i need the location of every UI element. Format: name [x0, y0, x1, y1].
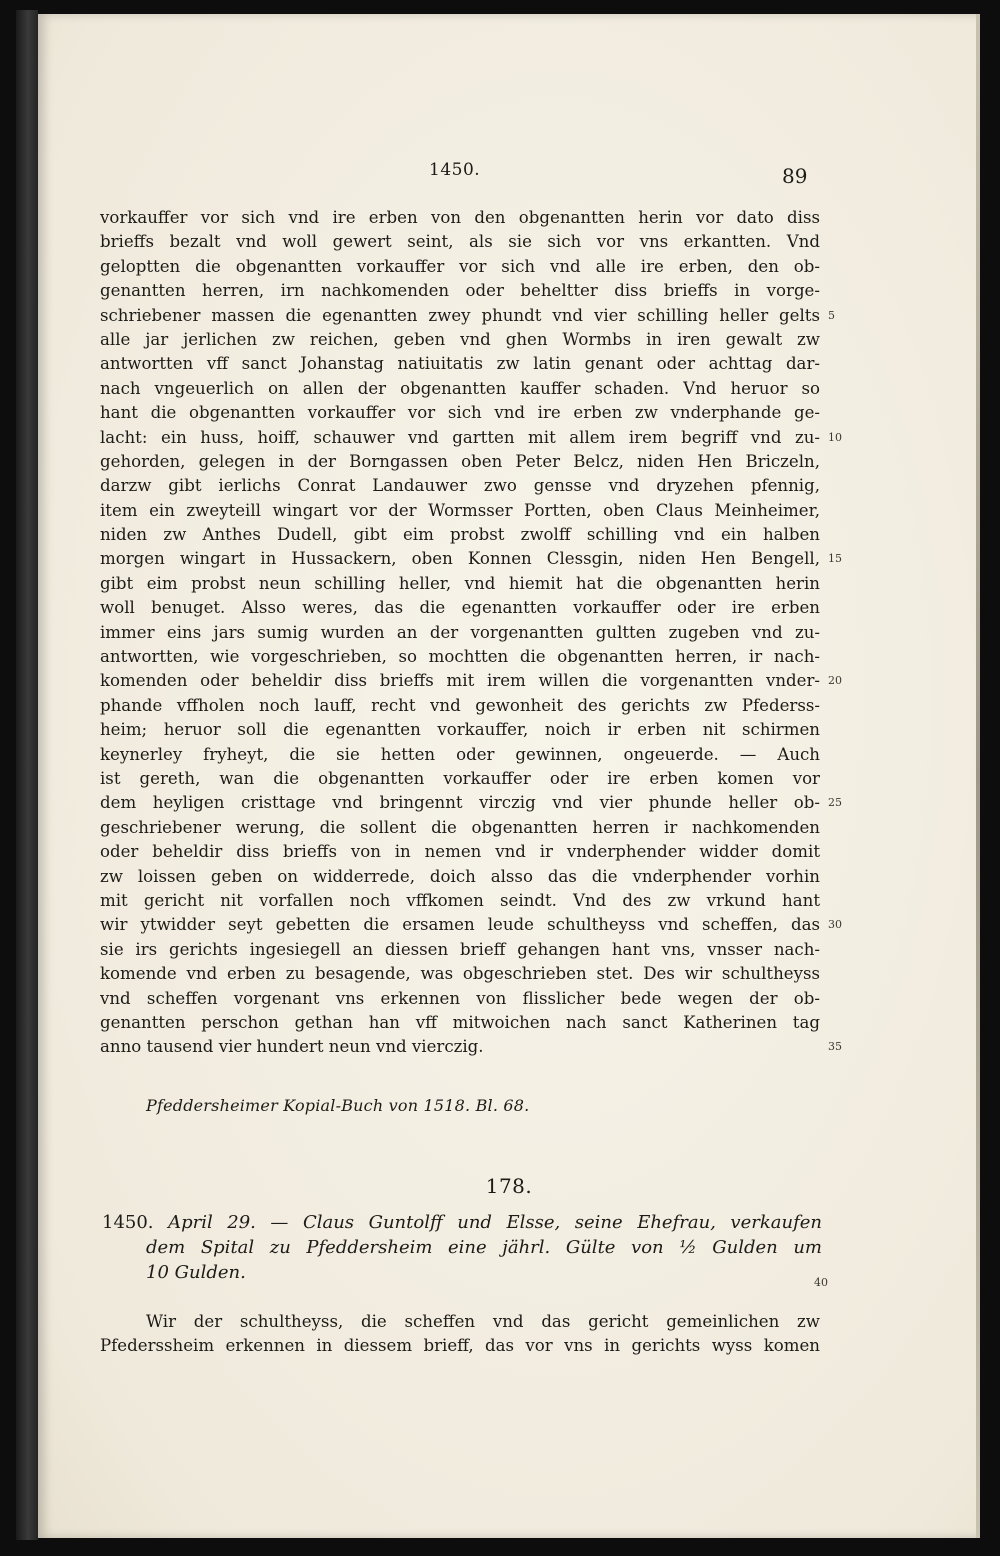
line-number: 10	[828, 430, 842, 444]
text-line: genantten herren, irn nachkomenden oder beheltter diss brieffs in vorge-	[100, 281, 820, 301]
text-line: antwortten, wie vorgeschrieben, so mochtten die obgenantten herren, ir nach-	[100, 647, 820, 667]
text-line: darzw gibt ierlichs Conrat Landauwer zwo gensse vnd dryzehen pfennig,	[100, 476, 820, 496]
text-line-35	[100, 1035, 842, 1059]
book-page	[38, 14, 980, 1538]
text-line: phande vffholen noch lauff, recht vnd gewonheit des gerichts zw Pfederss-	[100, 695, 820, 715]
text-line-15	[100, 547, 842, 571]
text-line-25	[100, 791, 842, 815]
line-number: 30	[828, 918, 842, 932]
text-line: vnd scheffen vorgenant vns erkennen von flisslicher bede wegen der ob-	[100, 988, 820, 1008]
line-number: 40	[814, 1276, 828, 1289]
text-line: sie irs gerichts ingesiegell an diessen brieff gehangen hant vns, vnsser nach-	[100, 939, 820, 959]
document-regest	[102, 1210, 828, 1289]
text-line-content: schriebener massen die egenantten zwey phundt vnd vier schilling heller gelts	[100, 305, 820, 325]
text-line: niden zw Anthes Dudell, gibt eim probst zwolff schilling vnd ein halben	[100, 525, 820, 545]
page-edge	[976, 14, 980, 1538]
line-number: 25	[828, 796, 842, 810]
text-line: woll benuget. Alsso weres, das die egenantten vorkauffer oder ire erben	[100, 598, 820, 618]
text-line: heim; heruor soll die egenantten vorkauffer, noich ir erben nit schirmen	[100, 720, 820, 740]
text-line-content: dem heyligen cristtage vnd bringennt virczig vnd vier phunde heller ob-	[100, 793, 820, 813]
text-line: vorkauffer vor sich vnd ire erben von den obgenantten herin vor dato diss	[100, 208, 820, 227]
line-number: 5	[828, 308, 835, 322]
text-line-content: wir ytwidder seyt gebetten die ersamen leude schultheyss vnd scheffen, das	[100, 915, 820, 935]
page-number: 89	[782, 164, 808, 188]
regest-line-2: dem Spital zu Pfeddersheim eine jährl. Gülte von ½ Gulden um	[146, 1237, 822, 1258]
text-line: geloptten die obgenantten vorkauffer vor sich vnd alle ire erben, den ob-	[100, 256, 820, 276]
regest-summary: April 29. — Claus Guntolff und Elsse, seine Ehefrau, verkaufen	[153, 1212, 822, 1233]
text-line: gehorden, gelegen in der Borngassen oben Peter Belcz, niden Hen Briczeln,	[100, 451, 820, 471]
text-line: Pfederssheim erkennen in diessem brieff, das vor vns in gerichts wyss komen	[100, 1336, 820, 1356]
regest-line-3: 10 Gulden.	[146, 1262, 246, 1283]
running-head-year: 1450.	[429, 160, 481, 180]
regest-line-1	[102, 1210, 822, 1235]
text-line-10	[100, 426, 842, 450]
text-line: antwortten vff sanct Johanstag natiuitatis zw latin genant oder achttag dar-	[100, 354, 820, 374]
document-178-text	[100, 1310, 820, 1359]
source-citation: Pfeddersheimer Kopial-Buch von 1518. Bl. 68.	[146, 1096, 530, 1115]
text-line: hant die obgenantten vorkauffer vor sich vnd ire erben zw vnderphande ge-	[100, 403, 820, 423]
text-line: nach vngeuerlich on allen der obgenantten kauffer schaden. Vnd heruor so	[100, 378, 820, 398]
text-line: ist gereth, wan die obgenantten vorkauffer oder ire erben komen vor	[100, 768, 820, 788]
text-line: brieffs bezalt vnd woll gewert seint, als sie sich vor vns erkantten. Vnd	[100, 232, 820, 252]
text-line: genantten perschon gethan han vff mitwoichen nach sanct Katherinen tag	[100, 1012, 820, 1032]
text-line: geschriebener werung, die sollent die obgenantten herren ir nachkomenden	[100, 817, 820, 837]
text-line-20	[100, 669, 842, 693]
text-line: mit gericht nit vorfallen noch vffkomen seindt. Vnd des zw vrkund hant	[100, 890, 820, 910]
text-line: item ein zweyteill wingart vor der Wormsser Portten, oben Claus Meinheimer,	[100, 500, 820, 520]
regest-year: 1450.	[102, 1212, 154, 1233]
text-line: gibt eim probst neun schilling heller, vnd hiemit hat die obgenantten herin	[100, 573, 820, 593]
line-number: 35	[828, 1040, 842, 1054]
text-line-content: morgen wingart in Hussackern, oben Konnen Clessgin, niden Hen Bengell,	[100, 549, 820, 569]
text-line: keynerley fryheyt, die sie hetten oder gewinnen, ongeuerde. — Auch	[100, 744, 820, 764]
text-line: oder beheldir diss brieffs von in nemen vnd ir vnderphender widder domit	[100, 842, 820, 862]
running-head	[38, 160, 980, 186]
text-line-content: anno tausend vier hundert neun vnd vierczig.	[100, 1037, 484, 1057]
text-line: alle jar jerlichen zw reichen, geben vnd ghen Wormbs in iren gewalt zw	[100, 329, 820, 349]
text-line: zw loissen geben on widderrede, doich alsso das die vnderphender vorhin	[100, 866, 820, 886]
text-line: immer eins jars sumig wurden an der vorgenantten gultten zugeben vnd zu-	[100, 622, 820, 642]
text-line-content: komenden oder beheldir diss brieffs mit irem willen die vorgenantten vnder-	[100, 671, 820, 691]
line-number: 15	[828, 552, 842, 566]
line-number: 20	[828, 674, 842, 688]
text-line-5	[100, 304, 835, 328]
book-binding	[16, 10, 38, 1540]
text-line: Wir der schultheyss, die scheffen vnd das gericht gemeinlichen zw	[146, 1312, 820, 1331]
text-line-30	[100, 913, 842, 937]
document-number: 178.	[485, 1174, 533, 1198]
text-line: komende vnd erben zu besagende, was obgeschrieben stet. Des wir schultheyss	[100, 964, 820, 984]
text-line-content: lacht: ein huss, hoiff, schauwer vnd gartten mit allem irem begriff vnd zu-	[100, 427, 820, 447]
document-177-text	[100, 206, 842, 1060]
